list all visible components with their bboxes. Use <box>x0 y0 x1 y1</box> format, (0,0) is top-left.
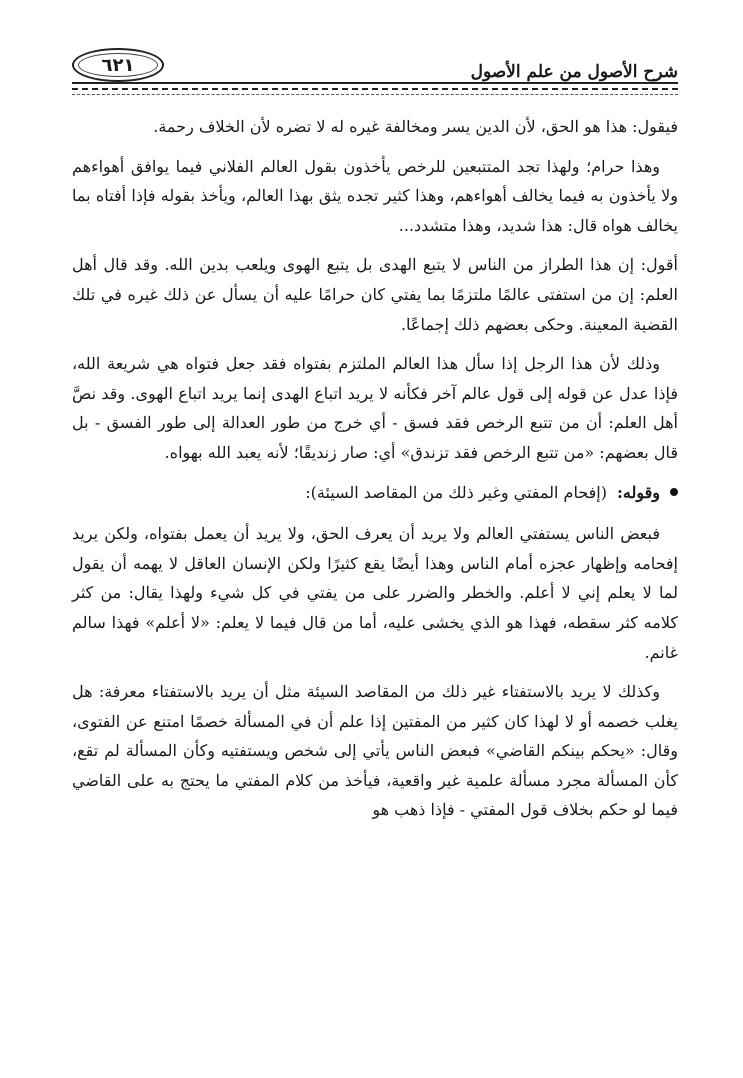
paragraph-5: فبعض الناس يستفتي العالم ولا يريد أن يعرف الحق، ولا يريد أن يعمل بفتواه، ولكن يريد إفحامه وإظهار عجزه أمام الناس وهذا أيضًا يقع كثيرًا ولكن الإنسان العاقل لا يهمه أن يقول لما لا يعلم إني لا أعلم. والخطر والضرر على من يفتي في كل شيء ولهذا يقال: من كثر كلامه كثر سقطه، فهذا هو الذي يخشى عليه، أما من قال فيما لا يعلم: «لا أعلم» فهذا سالم غانم. <box>72 524 678 662</box>
header-dashed-rule-secondary <box>72 94 678 95</box>
paragraph-2: وهذا حرام؛ ولهذا تجد المتتبعين للرخص يأخذون بقول العالم الفلاني فيما يوافق أهواءهم ولا يأخذون به فيما يخالف أهواءهم، وهذا كثير تجده يثق بهذا العالم، ويأخذ بقوله فإذا أفتاه بما يخالف هواه قال: هذا شديد، وهذا متشدد... <box>72 156 678 235</box>
header-dashed-rule <box>72 88 678 90</box>
paragraph-1: فيقول: هذا هو الحق، لأن الدين يسر ومخالفة غيره له لا تضره لأن الخلاف رحمة. <box>153 117 678 136</box>
heading-text: (إفحام المفتي وغير ذلك من المقاصد السيئة): <box>305 482 607 502</box>
bullet-icon <box>670 488 678 496</box>
section-heading <box>72 478 678 508</box>
page-number: ٦٢١ <box>101 54 135 76</box>
paragraph-3: أقول: إن هذا الطراز من الناس لا يتبع الهدى بل يتبع الهوى ويلعب بدين الله. وقد قال أهل العلم: إن من استفتى عالمًا ملتزمًا بما يفتي كان حرامًا عليه أن يسأل عن ذلك غيره في تلك القضية المعينة. وحكى بعضهم ذلك إجماعًا. <box>72 255 678 334</box>
running-title: شرح الأصول من علم الأصول <box>470 62 678 82</box>
paragraph-4: وذلك لأن هذا الرجل إذا سأل هذا العالم الملتزم بفتواه فقد جعل فتواه هي شريعة الله، فإذا عدل عن قوله إلى قول عالم آخر فكأنه لا يريد اتباع الهدى إنما يريد اتباع الهوى. وقد نصَّ أهل العلم: أن من تتبع الرخص فقد فسق - أي خرج من طور العدالة إلى طور الفسق - بل قال بعضهم: «من تتبع الرخص فقد تزندق» أي: صار زنديقًا؛ لأنه يعبد الله بهواه. <box>72 354 678 462</box>
heading-label: وقوله: <box>617 482 660 502</box>
page-body <box>72 112 678 835</box>
header-rule <box>72 82 678 84</box>
paragraph-6: وكذلك لا يريد بالاستفتاء غير ذلك من المقاصد السيئة مثل أن يريد بالاستفتاء معرفة: هل يغلب خصمه أو لا لهذا كان كثير من المفتين إذا علم أن في المسألة خصمًا امتنع عن الفتوى، وقال: «يحكم بينكم القاضي» فبعض الناس يأتي إلى شخص ويستفتيه وكأن المسألة لم تقع، كأن المسألة مجرد مسألة علمية غير واقعية، فيأخذ من كلام المفتي ما يحتج به على القاضي فيما لو حكم بخلاف قول المفتي - فإذا ذهب هو <box>72 682 678 820</box>
page-number-badge <box>72 48 164 82</box>
